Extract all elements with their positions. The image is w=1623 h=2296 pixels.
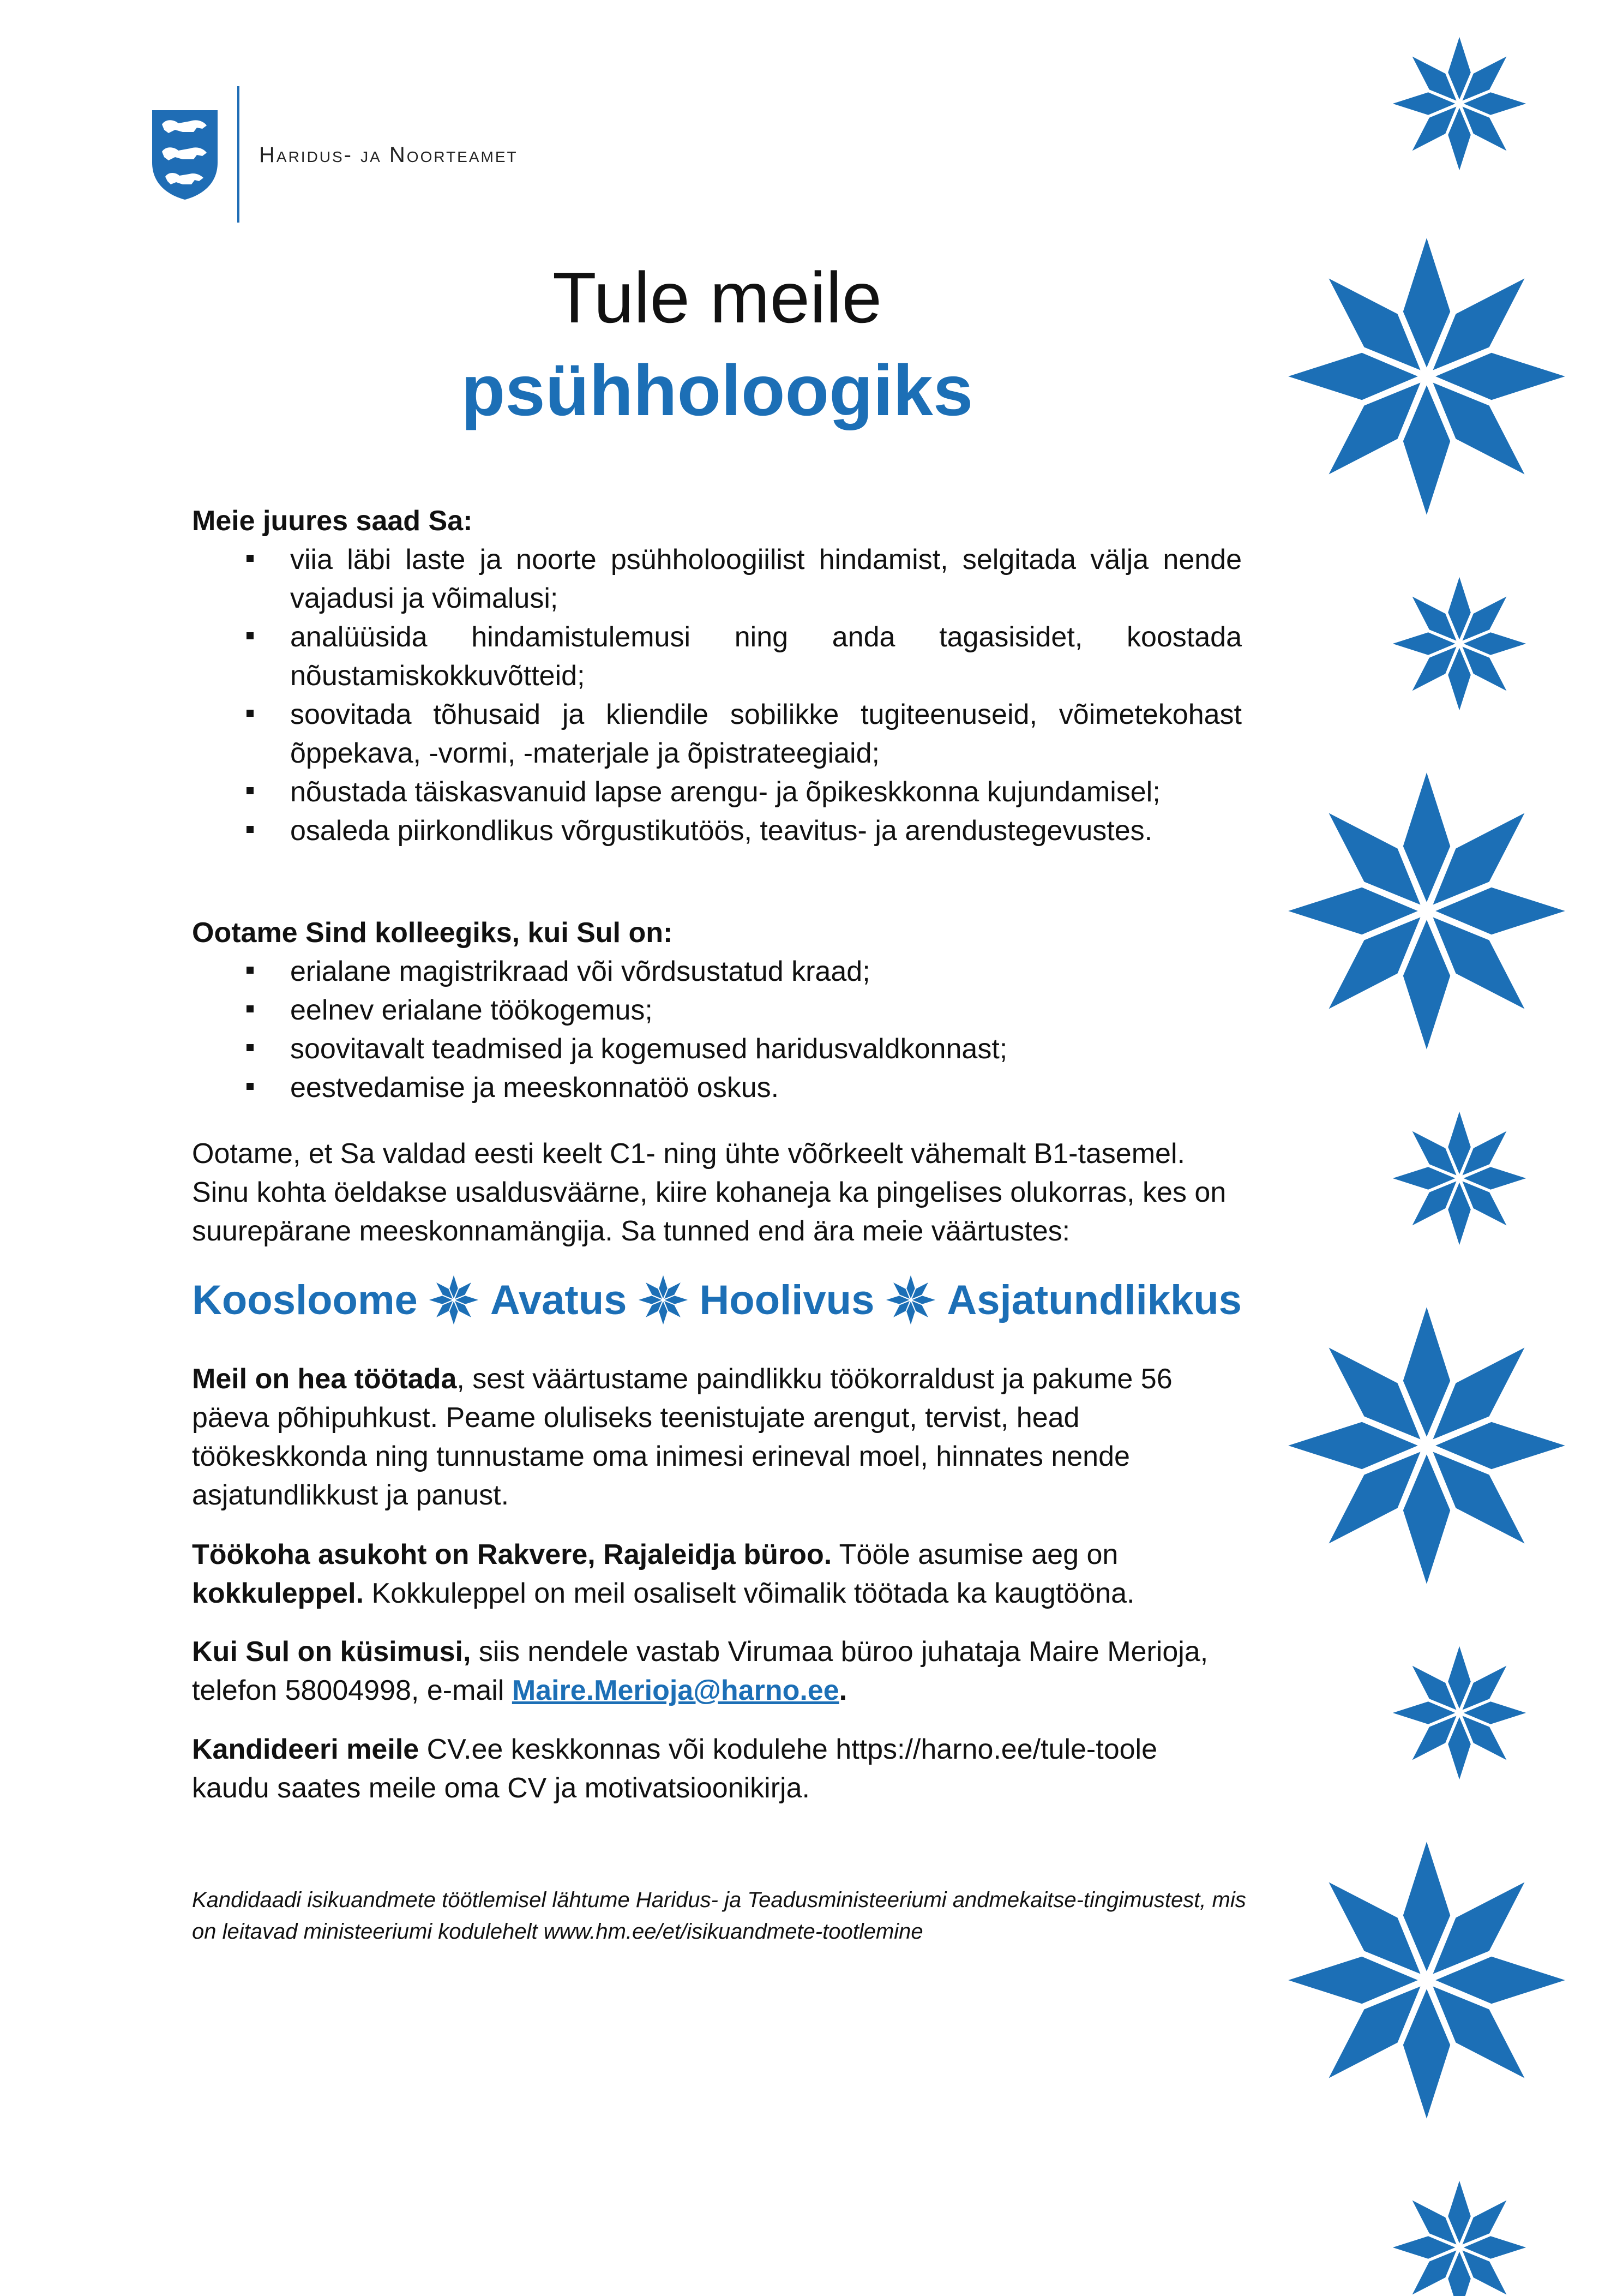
benefits-paragraph [192, 1360, 1242, 1515]
list-item: nõustada täiskasvanuid lapse arengu- ja õpikeskkonna kujundamisel; [192, 773, 1242, 812]
list-item: osaleda piirkondlikus võrgustikutöös, teavitus- ja arendustegevustes. [192, 812, 1242, 850]
location-lead: Töökoha asukoht on Rakvere, Rajaleidja büroo. [192, 1539, 832, 1570]
start-time: kokkuleppel. [192, 1578, 364, 1609]
contact-paragraph [192, 1633, 1242, 1710]
benefits-lead: Meil on hea töötada [192, 1363, 457, 1395]
remote-work-text: Kokkuleppel on meil osaliselt võimalik töötada ka kaugtöönа. [364, 1578, 1135, 1609]
list-item: eelnev erialane töökogemus; [192, 991, 1242, 1030]
list-item: erialane magistrikraad või võrdsustatud kraad; [192, 952, 1242, 991]
responsibilities-section [192, 502, 1242, 850]
estonian-star-ornament-icon [1241, 0, 1623, 2296]
privacy-footnote: Kandidaadi isikuandmete töötlemisel lähtume Haridus- ja Teadusministeeriumi andmekaitse-tingimustest, mis on leitavad ministeeriumi kodulehelt www.hm.ee/et/isikuandmete-tootlemine [192, 1888, 1246, 1944]
list-item: analüüsida hindamistulemusi ning anda tagasisidet, koostada nõustamiskokkuvõtteid; [192, 618, 1242, 696]
snowflake-icon [637, 1274, 689, 1326]
star-large [1288, 1307, 1565, 1584]
expectations-paragraph: Ootame, et Sa valdad eesti keelt C1- ning ühte võõrkeelt vähemalt B1-tasemel. Sinu kohta öeldakse usaldusväärne, kiire kohaneja ka pingelises olukorras, kes on suurepärane meeskonnamängija. Sa tunned end ära meie väärtustes: [192, 1138, 1227, 1247]
header-divider [237, 86, 239, 223]
three-lions-coat-of-arms-icon [150, 108, 220, 201]
star-small [1393, 1112, 1526, 1245]
star-small [1393, 577, 1526, 710]
value-label: Asjatundlikkus [947, 1276, 1242, 1323]
apply-lead: Kandideeri meile [192, 1734, 419, 1765]
value-label: Koosloome [192, 1276, 418, 1323]
list-item: soovitada tõhusaid ja kliendile sobilikke tugiteenuseid, võimetekohast õppekava, -vormi, -materjale ja õpistrateegiaid; [192, 696, 1242, 773]
star-large [1288, 772, 1565, 1050]
location-paragraph [192, 1536, 1242, 1613]
values-row [192, 1274, 1242, 1326]
page-title-line2: psühholoogiks [461, 350, 973, 430]
star-small [1393, 37, 1526, 170]
apply-paragraph [192, 1730, 1242, 1808]
list-item: eestvedamise ja meeskonnatöö oskus. [192, 1069, 1242, 1107]
list-item: soovitavalt teadmised ja kogemused haridusvaldkonnast; [192, 1030, 1242, 1069]
value-label: Avatus [490, 1276, 627, 1323]
location-text: Tööle asumise aeg on [832, 1539, 1119, 1570]
requirements-list [192, 952, 1242, 1107]
responsibilities-list [192, 541, 1242, 850]
star-small [1393, 1646, 1526, 1779]
responsibilities-heading: Meie juures saad Sa: [192, 505, 473, 537]
organization-name: Haridus- ja Noorteamet [259, 143, 518, 167]
snowflake-icon [428, 1274, 480, 1326]
value-label: Hoolivus [699, 1276, 875, 1323]
contact-end: . [839, 1675, 847, 1706]
contact-text: siis nendele vastab Virumaa büroo juhataja Maire Merioja, telefon 58004998, e-mail [192, 1636, 1209, 1706]
list-item: viia läbi laste ja noorte psühholoogiilist hindamist, selgitada välja nende vajadusi ja võimalusi; [192, 541, 1242, 618]
requirements-heading: Ootame Sind kolleegiks, kui Sul on: [192, 917, 673, 949]
requirements-section [192, 914, 1242, 1107]
apply-text: CV.ee keskkonnas või kodulehe https://harno.ee/tule-toole kaudu saates meile oma CV ja motivatsioonikirja. [192, 1734, 1158, 1804]
benefits-text: , sest väärtustame paindlikku töökorraldust ja pakume 56 päeva põhipuhkust. Peame oluliseks teenistujate arengut, tervist, head töökeskkonda ning tunnustame oma inimesi erineval moel, hinnates nende asjatundlikkust ja panust. [192, 1363, 1173, 1511]
star-large [1288, 238, 1565, 515]
star-large [1288, 1842, 1565, 2119]
page-title-line1: Tule meile [552, 257, 882, 338]
star-small [1393, 2181, 1526, 2296]
contact-lead: Kui Sul on küsimusi, [192, 1636, 471, 1668]
email-link[interactable]: Maire.Merioja@harno.ee [512, 1675, 839, 1706]
snowflake-icon [885, 1274, 937, 1326]
